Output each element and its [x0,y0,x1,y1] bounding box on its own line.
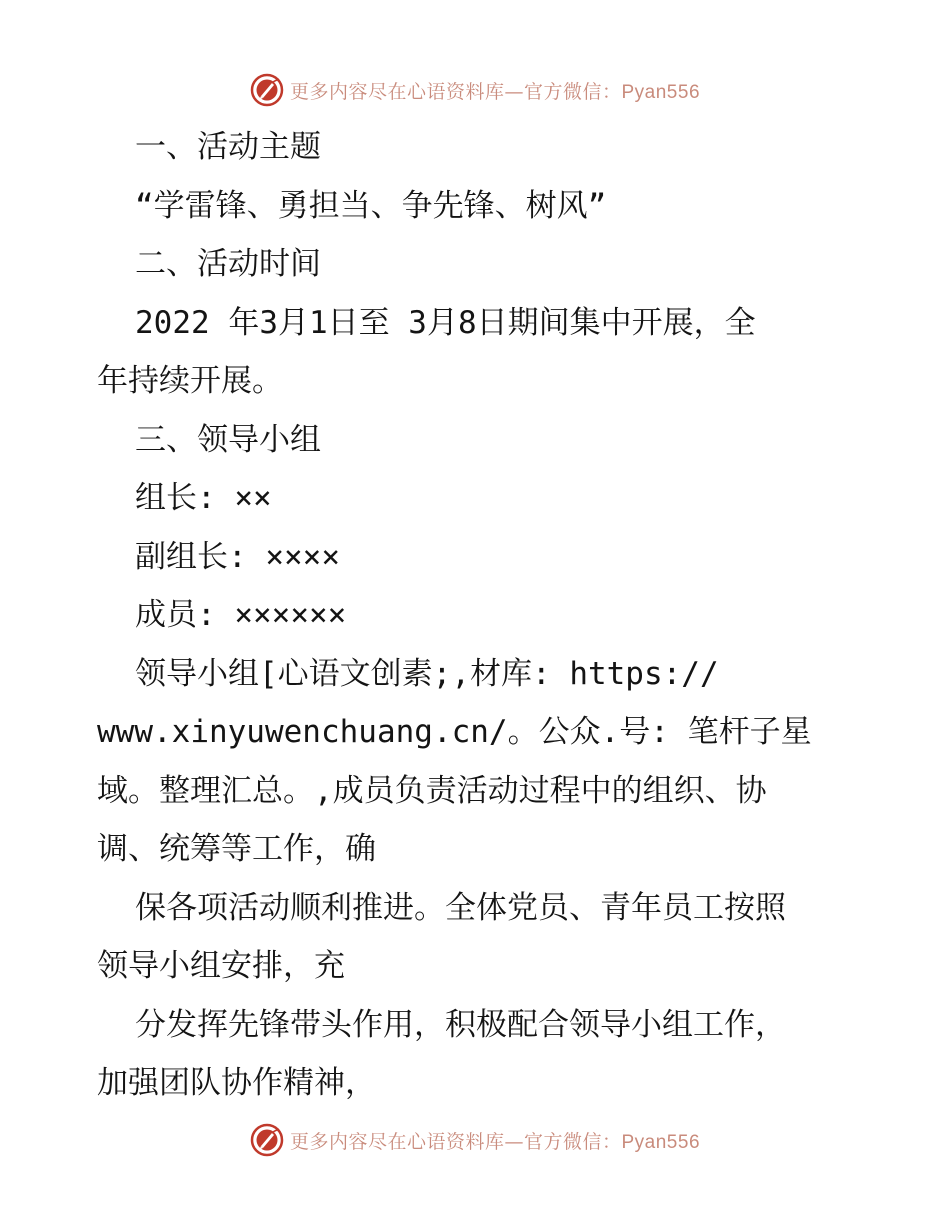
document-line: 调、统筹等工作，确 [97,831,376,867]
document-line: www.xinyuwenchuang.cn/。公众.号: 笔杆子星 [97,714,812,750]
document-line: 领导小组安排，充 [97,948,345,984]
document-line: 加强团队协作精神， [97,1065,376,1101]
footer-watermark [0,1120,950,1160]
document-line: 副组长: ×××× [135,538,340,575]
document-line: “学雷锋、勇担当、争先锋、树风” [135,187,607,224]
document-line: 一、活动主题 [135,129,321,165]
document-line: 2022 年3月1日至 3月8日期间集中开展，全 [135,304,756,341]
document-line: 成员: ×××××× [135,597,347,633]
watermark-handle: Pyan556 [621,1131,701,1153]
document-line: 三、领导小组 [135,421,321,458]
header-watermark [0,70,950,110]
watermark-handle: Pyan556 [621,81,701,103]
document-line: 保各项活动顺利推进。全体党员、青年员工按照 [135,889,786,926]
document-line: 二、活动时间 [135,246,321,282]
watermark-text: 更多内容尽在心语资料库—官方微信： [289,80,622,103]
quill-pen-seal-icon [250,1123,284,1157]
document-line: 年持续开展。 [97,363,283,399]
quill-pen-seal-icon [250,73,284,107]
document-line: 领导小组[心语文创素;,材库: https:// [135,655,719,692]
document-line: 域。整理汇总。,成员负责活动过程中的组织、协 [97,772,767,809]
document-line: 组长: ×× [135,480,272,516]
document-line: 分发挥先锋带头作用，积极配合领导小组工作， [135,1006,786,1043]
watermark-text: 更多内容尽在心语资料库—官方微信： [289,1130,622,1153]
document-body [97,118,857,1113]
